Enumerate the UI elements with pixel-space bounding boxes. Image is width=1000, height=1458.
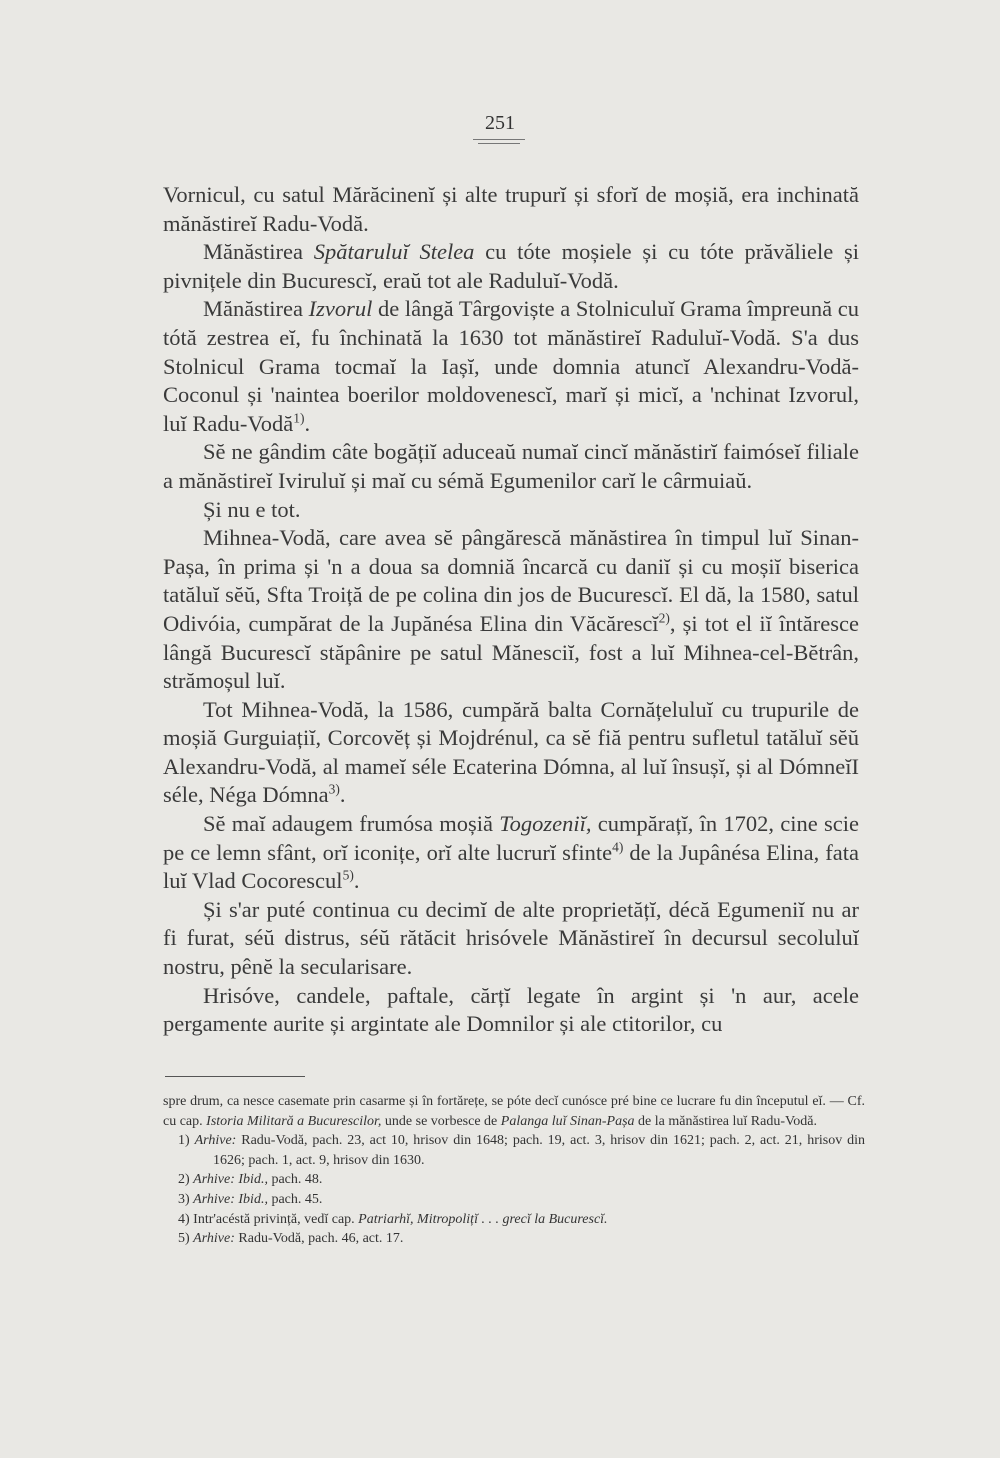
text-run: 1) bbox=[178, 1133, 195, 1149]
text-run: 3) bbox=[178, 1191, 194, 1207]
text-run: pach. 45. bbox=[267, 1191, 323, 1207]
text-run: de la Jupânésa Elina, fata luĭ Vlad Cocorescul bbox=[163, 839, 859, 894]
text-run: pach. 48. bbox=[267, 1172, 323, 1188]
italic-text: Togozeniĭ, bbox=[499, 811, 592, 837]
italic-text: Arhive: Ibid., bbox=[193, 1172, 268, 1188]
text-run: 5) bbox=[178, 1231, 194, 1247]
italic-text: Izvorul bbox=[308, 296, 373, 322]
paragraph bbox=[163, 810, 859, 896]
text-run: 2) bbox=[178, 1172, 194, 1188]
paragraph bbox=[163, 238, 859, 295]
text-run: de la mănăstirea luĭ Radu-Vodă. bbox=[634, 1113, 818, 1129]
italic-text: Istoria Militară a Bucurescilor, bbox=[206, 1113, 382, 1129]
footnote bbox=[163, 1210, 865, 1230]
footnote-ref: 2) bbox=[658, 610, 670, 626]
paragraph bbox=[163, 181, 859, 238]
italic-text: Arhive: Ibid., bbox=[193, 1191, 268, 1207]
text-run: 4) Intr'acéstă privință, vedĭ cap. bbox=[178, 1211, 359, 1227]
text-run: Mănăstirea bbox=[203, 296, 309, 322]
text-run: . bbox=[353, 868, 360, 894]
footnote bbox=[163, 1170, 865, 1190]
footnote bbox=[163, 1190, 865, 1210]
text-run: Tot Mihnea-Vodă, la 1586, cumpără balta Cornățeluluĭ cu trupurile de moșiă Gurguiațiĭ, Corcovĕț și Mojdrénul, ca sĕ fiă pentru sufletul tatăluĭ sĕŭ Alexandru-Vodă, al mameĭ séle Ecaterina Dómna, al luĭ însușĭ, și al DómneĭI séle, Néga Dómna bbox=[163, 696, 859, 808]
text-run: Sĕ ne gândim câte bogățiĭ aduceaŭ numaĭ cincĭ mănăstirĭ faimóseĭ filiale a mănăstireĭ Iviruluĭ și maĭ cu sémă Egumenilor carĭ le cârmuiaŭ. bbox=[163, 439, 859, 493]
footnote bbox=[163, 1131, 865, 1170]
text-run: Mănăstirea bbox=[203, 239, 314, 265]
paragraph bbox=[163, 896, 859, 982]
text-run: . bbox=[304, 410, 311, 436]
text-run: cu tóte moșiele și cu tóte prăvăliele și pivnițele din Bucurescĭ, eraŭ tot ale Raduluĭ-Vodă. bbox=[163, 239, 859, 293]
footnote-ref: 4) bbox=[612, 839, 624, 855]
footnote bbox=[163, 1092, 865, 1131]
text-run: Radu-Vodă, pach. 23, act 10, hrisov din 1648; pach. 19, act. 3, hrisov din 1621; pach. 2, act. 21, hrisov din 1626; pach. 1, act. 9, hrisov din 1630. bbox=[213, 1133, 866, 1168]
text-run: Hrisóve, candele, paftale, cărțĭ legate în argint și 'n aur, acele pergamente aurite și argintate ale Domnilor și ale ctitorilor, cu bbox=[163, 982, 859, 1037]
text-run: Vornicul, cu satul Mărăcinenĭ și alte trupurĭ și sforĭ de moșiă, era inchinată mănăstireĭ Radu-Vodă. bbox=[163, 182, 859, 236]
italic-text: Arhive: bbox=[194, 1133, 237, 1149]
header-rule bbox=[473, 139, 525, 140]
paragraph bbox=[163, 982, 859, 1039]
italic-text: Arhive: bbox=[193, 1231, 235, 1247]
paragraph bbox=[163, 295, 859, 438]
header-rule-secondary bbox=[478, 143, 520, 144]
footnotes bbox=[163, 1092, 865, 1249]
text-run: Și s'ar puté continua cu decimĭ de alte proprietățĭ, décă Egumeniĭ nu ar fi furat, séŭ distrus, séŭ rătăcit hrisóvele Mănăstireĭ în decursul secoluluĭ nostru, pênĕ la secularisare. bbox=[163, 896, 859, 980]
footnote-ref: 3) bbox=[328, 781, 340, 797]
text-run: cumpărațĭ, în 1702, cine scie pe ce lemn sfânt, orĭ iconițe, orĭ alte lucrurĭ sfinte bbox=[163, 811, 859, 865]
italic-text: Palanga luĭ Sinan-Pașa bbox=[500, 1113, 635, 1129]
body-text bbox=[163, 181, 859, 1039]
text-run: spre drum, ca nesce casemate prin casarme și în fortărețe, se póte decĭ cunósce pré bine ce lucrare fu din începutul eĭ. — Cf. cu cap. bbox=[163, 1094, 865, 1129]
footnote-ref: 5) bbox=[342, 867, 354, 883]
italic-text: Spătaruluĭ Stelea bbox=[313, 239, 475, 265]
footnote-ref: 1) bbox=[293, 410, 305, 426]
text-run: Radu-Vodă, pach. 46, act. 17. bbox=[234, 1231, 404, 1247]
text-run: Mihnea-Vodă, care avea sĕ pângărescă mănăstirea în timpul luĭ Sinan-Pașa, în prima și 'n a doua sa domniă încarcă cu daniĭ și cu moșiĭ biserica tatăluĭ sĕŭ, Sfta Troiță de pe colina din jos de Bucurescĭ. El dă, la 1580, satul Odivóia, cumpărat de la Jupănésa Elina din Văcărescĭ bbox=[163, 525, 859, 636]
italic-text: Patriarhĭ, Mitropolițĭ . . . grecĭ la Bucurescĭ. bbox=[358, 1211, 608, 1227]
footnote bbox=[163, 1229, 865, 1249]
text-run: , și tot el iĭ întăresce lângă Bucurescĭ stăpânire pe satul Mănesciĭ, fost a luĭ Mihnea-cel-Bĕtrân, strămoșul luĭ. bbox=[163, 610, 860, 694]
paragraph bbox=[163, 524, 859, 696]
text-run: Sĕ maĭ adaugem frumósa moșiă bbox=[203, 811, 500, 837]
text-run: Și nu e tot. bbox=[203, 496, 301, 522]
paragraph bbox=[163, 438, 859, 495]
paragraph bbox=[163, 496, 859, 525]
page-number: 251 bbox=[485, 112, 515, 134]
paragraph bbox=[163, 696, 859, 810]
text-run: . bbox=[339, 782, 346, 808]
text-run: de lângă Târgoviște a Stolniculuĭ Grama împreună cu tótă zestrea eĭ, fu închinată la 1630 tot mănăstireĭ Raduluĭ-Vodă. S'a dus Stolnicul Grama tocmaĭ la Iașĭ, unde domnia atuncĭ Alexandru-Vodă-Coconul și 'naintea boerilor moldovenescĭ, marĭ și micĭ, a 'nchinat Izvorul, luĭ Radu-Vodă bbox=[163, 296, 859, 436]
text-run: unde se vorbesce de bbox=[381, 1113, 501, 1129]
footnote-separator bbox=[165, 1076, 305, 1077]
